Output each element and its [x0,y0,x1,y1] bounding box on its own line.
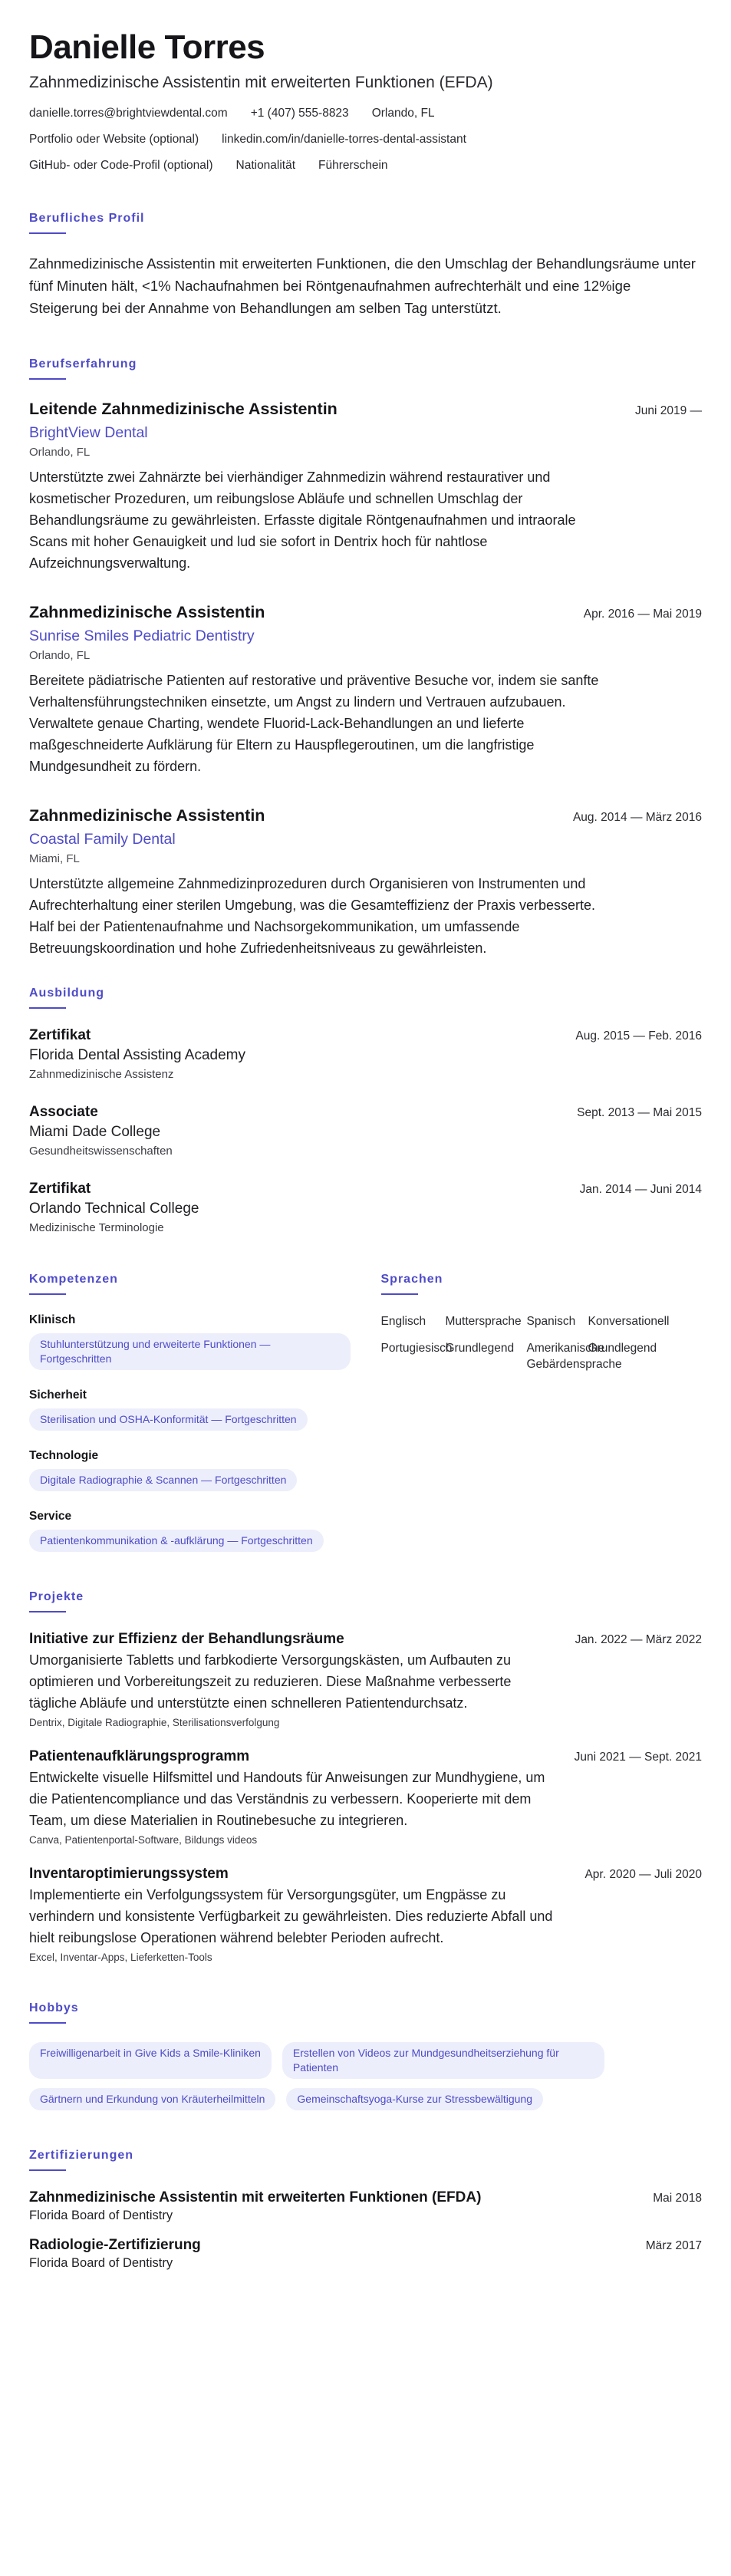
skills-section [29,1273,351,1552]
section-divider [29,232,66,234]
certification-date: März 2017 [645,2239,702,2252]
education-item [29,1027,702,1081]
company-name: Coastal Family Dental [29,831,176,848]
job-date: Juni 2019 — [634,404,702,417]
hobby-pill: Freiwilligenarbeit in Give Kids a Smile-Kliniken [29,2042,272,2079]
linkedin-link[interactable]: linkedin.com/in/danielle-torres-dental-assistant [222,133,466,146]
company-name: Sunrise Smiles Pediatric Dentistry [29,628,255,644]
profile-section [29,212,702,319]
project-date: Juni 2021 — Sept. 2021 [574,1751,702,1764]
degree: Zertifikat [29,1181,91,1197]
section-heading: Berufserfahrung [29,357,137,371]
section-heading: Kompetenzen [29,1273,118,1286]
projects-list [29,1631,702,1963]
project-name: Inventaroptimierungssystem [29,1866,229,1882]
hobbies-section [29,2001,702,2110]
job-description: Unterstützte allgemeine Zahnmedizinprozeduren durch Organisieren von Instrumenten und Aufrechterhaltung einer sterilen Umgebung, was die Gesamteffizienz der Praxis verbesserte. Half bei der Patientenaufnahme und Nachsorgekommunikation, um umfassende Betreuungskoordination und hohe Zufriedenheitsniveaus zu gewährleisten. [29,876,596,956]
language-name: Englisch [380,1315,426,1328]
project-item [29,1631,702,1728]
project-tools: Excel, Inventar-Apps, Lieferketten-Tools [29,1952,212,1963]
skill-category: Service [29,1510,72,1523]
school-name: Orlando Technical College [29,1201,199,1217]
skill-pill: Digitale Radiographie & Scannen — Fortgeschritten [29,1469,297,1491]
job-description: Unterstützte zwei Zahnärzte bei vierhändiger Zahnmedizin während restaurativer und kosmetischer Prozeduren, um reibungslose Abläufe und schnellen Umschlag der Behandlungsräume zu gewährleisten. Erfasste digitale Röntgenaufnahmen und intraorale Scans mit hoher Genauigkeit und lud sie sofort in Dentrix hoch für nahtlose Aufzeichnungsverwaltung. [29,469,576,571]
contact-row [29,106,702,121]
certifications-section [29,2149,702,2271]
school-name: Florida Dental Assisting Academy [29,1047,245,1063]
project-date: Jan. 2022 — März 2022 [575,1633,702,1646]
skill-category: Sicherheit [29,1388,87,1402]
languages-section [381,1273,703,1552]
extra-row [29,158,702,173]
project-description: Entwickelte visuelle Hilfsmittel und Handouts für Anweisungen zur Mundhygiene, um die Patientencompliance und das Verständnis zu verbessern. Kooperierte mit dem Team, um diese Materialien in Routinebesuche zu integrieren. [29,1770,545,1828]
project-description: Umorganisierte Tabletts und farbkodierte Versorgungskästen, um Aufbauten zu optimieren und Vorbereitungszeit zu reduzieren. Diese Maßnahme verbesserte tägliche Abläufe und unterstützte einen schnelleren Patientendurchsatz. [29,1652,512,1711]
portfolio-link[interactable]: Portfolio oder Website (optional) [29,133,199,146]
candidate-name: Danielle Torres [29,28,265,66]
job-date: Apr. 2016 — Mai 2019 [583,608,702,621]
company-name: BrightView Dental [29,424,148,441]
section-heading: Ausbildung [29,987,104,1000]
job-role: Zahnmedizinische Assistentin [29,603,265,621]
education-date: Sept. 2013 — Mai 2015 [577,1106,702,1119]
section-divider [29,2169,66,2171]
hobby-pill: Gemeinschaftsyoga-Kurse zur Stressbewältigung [286,2088,543,2110]
certification-item [29,2237,702,2271]
certification-issuer: Florida Board of Dentistry [29,2209,173,2222]
experience-item [29,805,702,959]
education-item [29,1104,702,1158]
education-item [29,1181,702,1234]
section-heading: Projekte [29,1590,84,1603]
resume-header [29,28,702,173]
education-date: Jan. 2014 — Juni 2014 [579,1183,702,1196]
project-date: Apr. 2020 — Juli 2020 [584,1868,702,1881]
experience-item [29,601,702,777]
language-name: Amerikanische Gebärdensprache [526,1342,622,1371]
skill-group [29,1388,351,1431]
skill-pill: Stuhlunterstützung und erweiterte Funktionen — Fortgeschritten [29,1333,351,1370]
skill-category: Technologie [29,1449,99,1462]
language-name: Spanisch [526,1315,576,1328]
language-level: Grundlegend [445,1342,515,1355]
nationality: Nationalität [235,159,296,172]
language-name: Portugiesisch [380,1342,453,1355]
certification-item [29,2189,702,2223]
certification-name: Radiologie-Zertifizierung [29,2237,201,2253]
experience-item [29,398,702,574]
job-date: Aug. 2014 — März 2016 [572,811,702,824]
experience-list [29,398,702,959]
hobby-pill: Erstellen von Videos zur Mundgesundheitserziehung für Patienten [282,2042,604,2079]
location: Orlando, FL [371,107,435,120]
projects-section [29,1590,702,1963]
drivers-license: Führerschein [318,159,388,172]
field-of-study: Medizinische Terminologie [29,1221,164,1234]
skill-group [29,1313,351,1370]
project-name: Patientenaufklärungsprogramm [29,1748,250,1764]
email-link[interactable]: danielle.torres@brightviewdental.com [29,107,228,120]
section-heading: Hobbys [29,2001,79,2014]
skills-languages-row [29,1273,702,1552]
certification-date: Mai 2018 [653,2192,702,2205]
skill-group [29,1510,351,1552]
experience-section [29,357,702,959]
project-description: Implementierte ein Verfolgungssystem für Versorgungsgüter, um Engpässe zu verhindern und konsistente Verfügbarkeit zu gewährleisten. Dies reduzierte Abfall und hielt reibungslose Operationen während belebter Perioden aufrecht. [29,1887,553,1945]
certification-name: Zahnmedizinische Assistentin mit erweiterten Funktionen (EFDA) [29,2189,482,2205]
section-divider [29,1007,66,1009]
profile-text: Zahnmedizinische Assistentin mit erweiterten Funktionen, die den Umschlag der Behandlungsräume unter fünf Minuten hält, <1% Nachaufnahmen bei Röntgenaufnahmen aufrechterhält und eine 12%ige Steigerung bei der Annahme von Behandlungen am selben Tag unterstützt. [29,255,696,316]
education-list [29,1027,702,1234]
project-item [29,1748,702,1846]
skill-category: Klinisch [29,1313,76,1326]
github-link[interactable]: GitHub- oder Code-Profil (optional) [29,159,213,172]
education-section [29,987,702,1234]
certifications-list [29,2189,702,2271]
job-location: Miami, FL [29,852,80,865]
section-divider [29,2022,66,2024]
job-description: Bereitete pädiatrische Patienten auf restorative und präventive Besuche vor, indem sie sanfte Verhaltensführungstechniken einsetzte, um Angst zu lindern und Vertrauen aufzubauen. Verwaltete genaue Charting, wendete Fluorid-Lack-Behandlungen an und lieferte maßgeschneiderte Aufklärung für Eltern zu Hauspflegeroutinen, um die langfristige Mundgesundheit zu fördern. [29,673,599,774]
project-tools: Dentrix, Digitale Radiographie, Sterilisationsverfolgung [29,1717,280,1728]
field-of-study: Gesundheitswissenschaften [29,1145,173,1158]
skill-group [29,1449,351,1491]
section-divider [29,1293,66,1295]
links-row [29,132,702,147]
job-role: Leitende Zahnmedizinische Assistentin [29,400,338,418]
section-divider [29,1611,66,1612]
language-level: Muttersprache [445,1315,522,1328]
languages-list [381,1313,703,1372]
language-level: Grundlegend [588,1342,657,1355]
school-name: Miami Dade College [29,1124,161,1140]
project-tools: Canva, Patientenportal-Software, Bildungs videos [29,1834,258,1846]
language-level: Konversationell [588,1315,670,1328]
project-name: Initiative zur Effizienz der Behandlungsräume [29,1631,344,1647]
certification-issuer: Florida Board of Dentistry [29,2256,173,2270]
degree: Associate [29,1104,98,1120]
job-location: Orlando, FL [29,446,91,459]
section-heading: Berufliches Profil [29,212,145,225]
job-role: Zahnmedizinische Assistentin [29,806,265,825]
education-date: Aug. 2015 — Feb. 2016 [575,1029,702,1043]
job-location: Orlando, FL [29,649,91,662]
candidate-title: Zahnmedizinische Assistentin mit erweiterten Funktionen (EFDA) [29,74,493,91]
section-divider [29,378,66,380]
project-item [29,1866,702,1963]
hobbies-list [29,2042,702,2110]
section-divider [381,1293,418,1295]
skill-pill: Patientenkommunikation & -aufklärung — Fortgeschritten [29,1530,324,1552]
degree: Zertifikat [29,1027,91,1043]
section-heading: Zertifizierungen [29,2149,134,2162]
hobby-pill: Gärtnern und Erkundung von Kräuterheilmitteln [29,2088,275,2110]
phone-number[interactable]: +1 (407) 555-8823 [250,107,349,120]
section-heading: Sprachen [380,1273,443,1286]
field-of-study: Zahnmedizinische Assistenz [29,1068,174,1081]
skills-list [29,1313,351,1552]
skill-pill: Sterilisation und OSHA-Konformität — Fortgeschritten [29,1408,308,1431]
